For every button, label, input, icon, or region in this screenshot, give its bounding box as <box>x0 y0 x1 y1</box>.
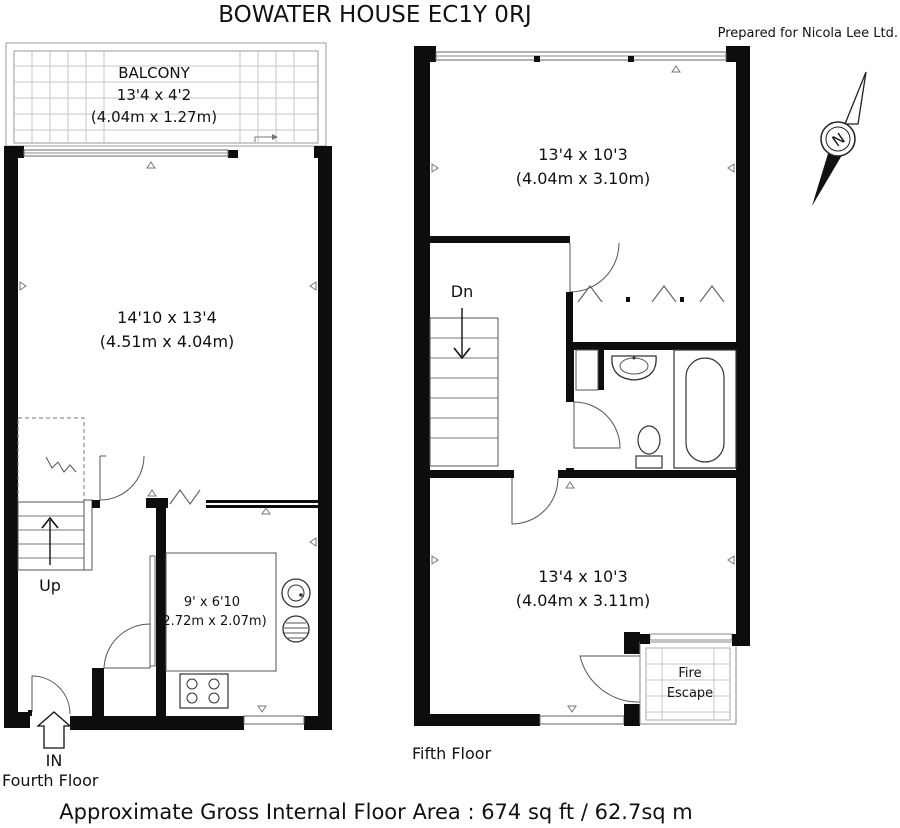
fifth-floor-label: Fifth Floor <box>412 744 492 763</box>
living-room-dimensions-metric: (4.51m x 4.04m) <box>99 332 235 351</box>
stairs-up <box>18 500 92 570</box>
kitchen-fittings <box>166 553 310 708</box>
gross-internal-area: Approximate Gross Internal Floor Area : 674 sq ft / 62.7sq m <box>59 800 693 824</box>
prepared-for-label: Prepared for Nicola Lee Ltd. <box>717 26 898 41</box>
kitchen-dimensions-metric: (2.72m x 2.07m) <box>157 614 267 629</box>
north-compass-icon <box>812 72 866 206</box>
bedroom-1-dimensions-metric: (4.04m x 3.10m) <box>515 169 651 188</box>
bathroom-fittings <box>612 350 736 468</box>
bedroom-2-dimensions-imperial: 13'4 x 10'3 <box>538 567 628 586</box>
plan-title: BOWATER HOUSE EC1Y 0RJ <box>218 2 532 28</box>
entrance-arrow-icon <box>38 712 70 748</box>
balcony-dimensions-metric: (4.04m x 1.27m) <box>90 108 218 126</box>
fire-escape-label-line-1: Fire <box>678 666 702 681</box>
living-room-dimensions-imperial: 14'10 x 13'4 <box>117 308 217 327</box>
kitchen-dimensions-imperial: 9' x 6'10 <box>183 595 241 610</box>
compass-north-label: N <box>828 129 849 151</box>
balcony-name: BALCONY <box>118 64 190 82</box>
fourth-floor-label: Fourth Floor <box>2 771 99 790</box>
stairs-down <box>430 308 498 466</box>
fire-escape-label-line-2: Escape <box>666 686 714 701</box>
fourth-floor-plan <box>4 43 332 748</box>
balcony-dimensions-imperial: 13'4 x 4'2 <box>116 86 192 104</box>
bedroom-2-dimensions-metric: (4.04m x 3.11m) <box>515 591 651 610</box>
bedroom-1-dimensions-imperial: 13'4 x 10'3 <box>538 145 628 164</box>
entrance-label: IN <box>45 751 63 770</box>
stairs-down-label: Dn <box>450 282 474 301</box>
stairs-up-label: Up <box>39 576 61 595</box>
